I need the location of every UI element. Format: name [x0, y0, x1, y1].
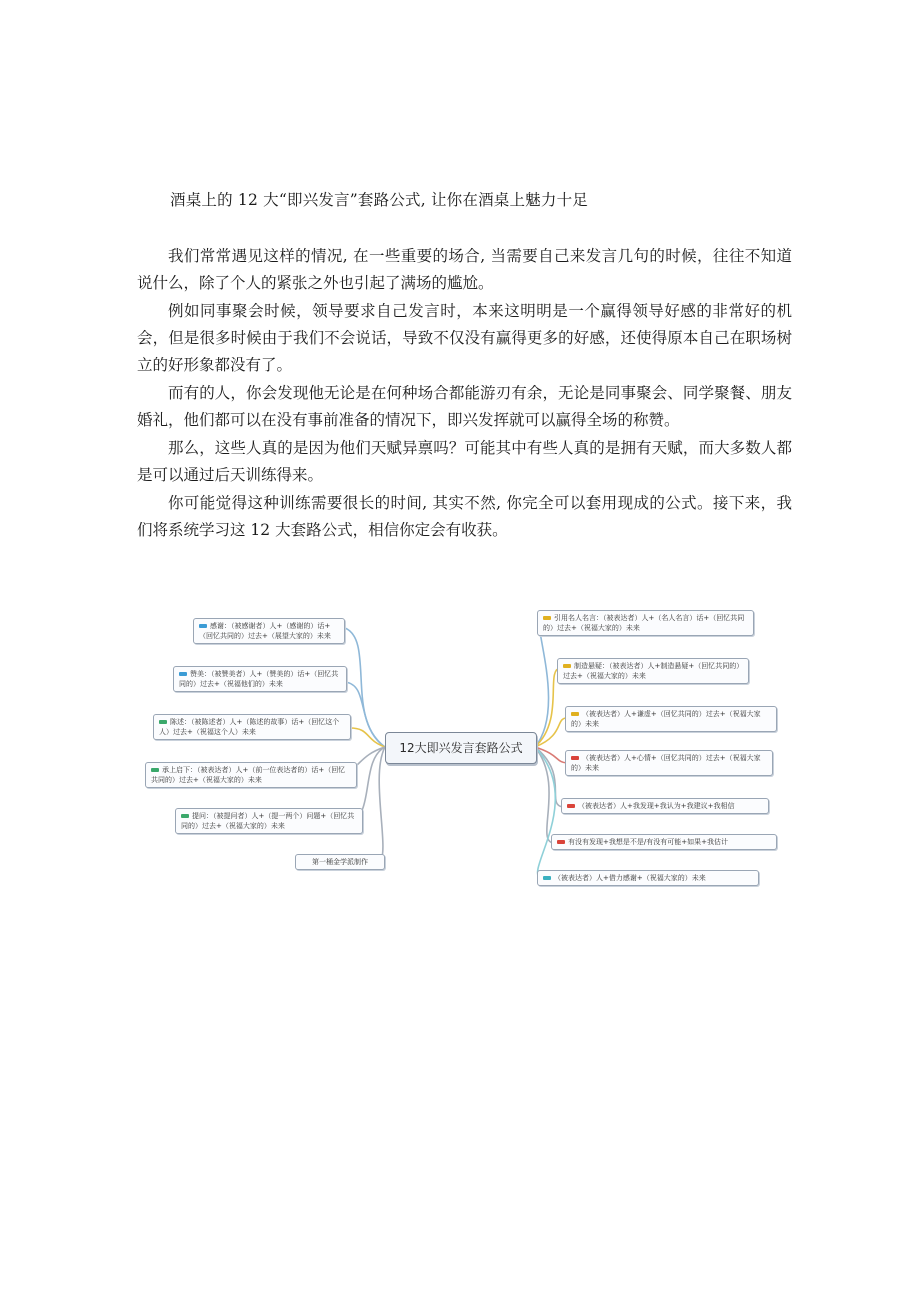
connector	[345, 682, 385, 747]
connector	[350, 728, 385, 747]
mindmap-node-quote: 引用名人名言：（被表达者）人+（名人名言）话+（回忆共同的）过去+（祝福大家的）未来	[537, 610, 754, 636]
paragraph: 那么，这些人真的是因为他们天赋异禀吗？可能其中有些人真的是拥有天赋，而大多数人都是可以通过后天训练得来。	[137, 439, 792, 484]
mindmap-node-borrow: （被表达者）人+借力感谢+（祝福大家的）未来	[537, 870, 759, 886]
mindmap-node-guess: 有没有发现+我想是不是/有没有可能+如果+我估计	[551, 834, 777, 850]
paragraph: 而有的人，你会发现他无论是在何种场合都能游刃有余，无论是同事聚会、同学聚餐、朋友婚礼，他们都可以在没有事前准备的情况下，即兴发挥就可以赢得全场的称赞。	[137, 384, 792, 429]
tag-icon	[199, 624, 207, 628]
document-title: 酒桌上的 12 大“即兴发言”套路公式, 让你在酒桌上魅力十足	[170, 191, 588, 209]
paragraph: 我们常常遇见这样的情况, 在一些重要的场合, 当需要自己来发言几句的时候，往往不知道说什么，除了个人的紧张之外也引起了满场的尴尬。	[137, 247, 792, 292]
tag-icon	[181, 814, 189, 818]
connector	[345, 628, 385, 747]
tag-icon	[567, 804, 575, 808]
tag-icon	[563, 664, 571, 668]
mindmap-node-credit: 第一桶金学派制作	[295, 854, 385, 870]
mindmap-node-discover: （被表达者）人+我发现+我认为+我建议+我相信	[561, 798, 769, 814]
tag-icon	[179, 672, 187, 676]
mindmap-node-thanks: 感谢：（被感谢者）人+（感谢的）话+（回忆共同的）过去+（展望大家的）未来	[193, 618, 345, 644]
connector	[379, 747, 385, 862]
body-text	[137, 243, 792, 545]
paragraph: 例如同事聚会时候，领导要求自己发言时，本来这明明是一个赢得领导好感的非常好的机会，但是很多时候由于我们不会说话，导致不仅没有赢得更多的好感，还使得原本自己在职场树立的好形象都没有了。	[137, 302, 792, 374]
mindmap-node-suspense: 制造悬疑：（被表达者）人+制造悬疑+（回忆共同的）过去+（祝福大家的）未来	[557, 658, 749, 684]
tag-icon	[543, 616, 551, 620]
mindmap-node-praise: 赞美：（被赞美者）人+（赞美的）话+（回忆共同的）过去+（祝福他们的）未来	[173, 666, 347, 692]
mindmap-node-transition: 承上启下：（被表达者）人+（前一位表达者的）话+（回忆共同的）过去+（祝福大家的）未来	[145, 762, 357, 788]
mindmap-figure	[145, 600, 785, 900]
tag-icon	[543, 876, 551, 880]
mindmap-node-mood: （被表达者）人+心情+（回忆共同的）过去+（祝福大家的）未来	[565, 750, 773, 776]
tag-icon	[151, 768, 159, 772]
tag-icon	[557, 840, 565, 844]
mindmap-node-narrate: 陈述：（被陈述者）人+（陈述的故事）话+（回忆这个人）过去+（祝福这个人）未来	[153, 714, 351, 740]
mindmap-center-node: 12大即兴发言套路公式	[385, 732, 537, 764]
tag-icon	[571, 712, 579, 716]
tag-icon	[571, 756, 579, 760]
mindmap-node-humble: （被表达者）人+谦虚+（回忆共同的）过去+（祝福大家的）未来	[565, 706, 777, 732]
connector	[535, 622, 549, 747]
paragraph: 你可能觉得这种训练需要很长的时间, 其实不然, 你完全可以套用现成的公式。接下来，我们将系统学习这 12 大套路公式，相信你定会有收获。	[137, 494, 792, 539]
mindmap-node-question: 提问：（被提问者）人+（提一两个）问题+（回忆共同的）过去+（祝福大家的）未来	[175, 808, 363, 834]
tag-icon	[159, 720, 167, 724]
